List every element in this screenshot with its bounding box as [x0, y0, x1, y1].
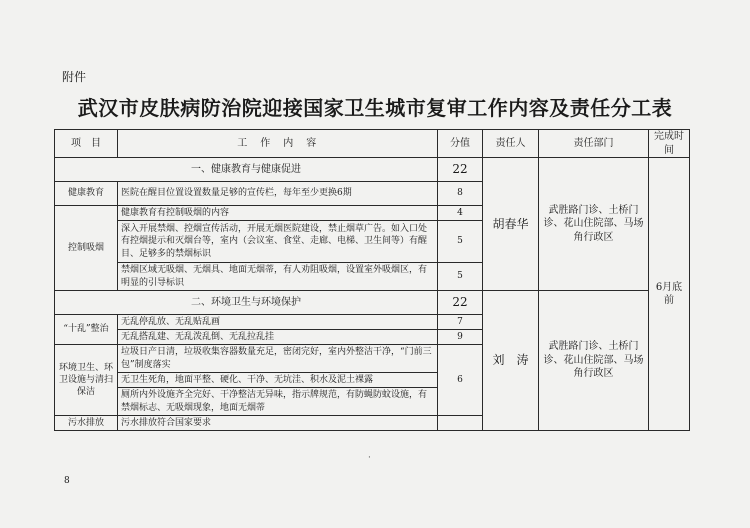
row-content: 厕所内外设施齐全完好、干净整洁无异味，指示牌规范，有防蝇防蚊设施，有禁烟标志、无吸烟现象，地面无烟蒂 [118, 388, 438, 416]
section-score: 22 [438, 291, 483, 315]
row-score: 5 [438, 263, 483, 291]
item-label: 环境卫生、环卫设施与清扫保洁 [55, 345, 118, 416]
stray-mark: · [368, 453, 371, 463]
row-score: 7 [438, 315, 483, 330]
responsibility-table [54, 129, 690, 431]
header-department: 责任部门 [539, 130, 649, 158]
row-score: 8 [438, 182, 483, 206]
section-row [55, 291, 690, 315]
section-title: 一、健康教育与健康促进 [55, 158, 438, 182]
header-item: 项 目 [55, 130, 118, 158]
section-score: 22 [438, 158, 483, 182]
responsible-department: 武胜路门诊、土桥门诊、花山住院部、马场角行政区 [539, 158, 649, 291]
row-content: 医院在醒目位置设置数量足够的宣传栏，每年至少更换6期 [118, 182, 438, 206]
item-label: 控制吸烟 [55, 206, 118, 291]
table-header-row [55, 130, 690, 158]
row-score: 6 [438, 345, 483, 416]
header-content: 工 作 内 容 [118, 130, 438, 158]
section-title: 二、环境卫生与环境保护 [55, 291, 438, 315]
row-score [438, 416, 483, 431]
page-title: 武汉市皮肤病防治院迎接国家卫生城市复审工作内容及责任分工表 [77, 96, 673, 120]
row-content: 健康教育有控制吸烟的内容 [118, 206, 438, 221]
row-content: 禁烟区域无吸烟、无烟具、地面无烟蒂，有人劝阻吸烟，设置室外吸烟区，有明显的引导标识 [118, 263, 438, 291]
responsible-person: 刘 涛 [483, 291, 539, 431]
header-deadline: 完成时间 [649, 130, 690, 158]
row-score: 5 [438, 221, 483, 263]
row-content: 深入开展禁烟、控烟宣传活动，开展无烟医院建设，禁止烟草广告。如入口处有控烟提示和灭烟台等，室内（会议室、食堂、走廊、电梯、卫生间等）有醒目、足够多的禁烟标识 [118, 221, 438, 263]
header-responsible: 责任人 [483, 130, 539, 158]
row-score: 4 [438, 206, 483, 221]
row-content: 无卫生死角，地面平整、硬化、干净、无坑洼、积水及泥土裸露 [118, 373, 438, 388]
section-row [55, 158, 690, 182]
header-score: 分值 [438, 130, 483, 158]
responsible-person: 胡春华 [483, 158, 539, 291]
item-label: “十乱”整治 [55, 315, 118, 345]
row-content: 污水排放符合国家要求 [118, 416, 438, 431]
row-content: 无乱停乱放、无乱贴乱画 [118, 315, 438, 330]
page-number: 8 [64, 476, 70, 486]
row-score: 9 [438, 330, 483, 345]
item-label: 污水排放 [55, 416, 118, 431]
attachment-label: 附件 [62, 70, 87, 84]
deadline: 6月底前 [649, 158, 690, 431]
row-content: 无乱搭乱建、无乱泼乱倒、无乱拉乱挂 [118, 330, 438, 345]
responsible-department: 武胜路门诊、土桥门诊、花山住院部、马场角行政区 [539, 291, 649, 431]
item-label: 健康教育 [55, 182, 118, 206]
row-content: 垃圾日产日清，垃圾收集容器数量充足，密闭完好，室内外整洁干净，“门前三包”制度落实 [118, 345, 438, 373]
